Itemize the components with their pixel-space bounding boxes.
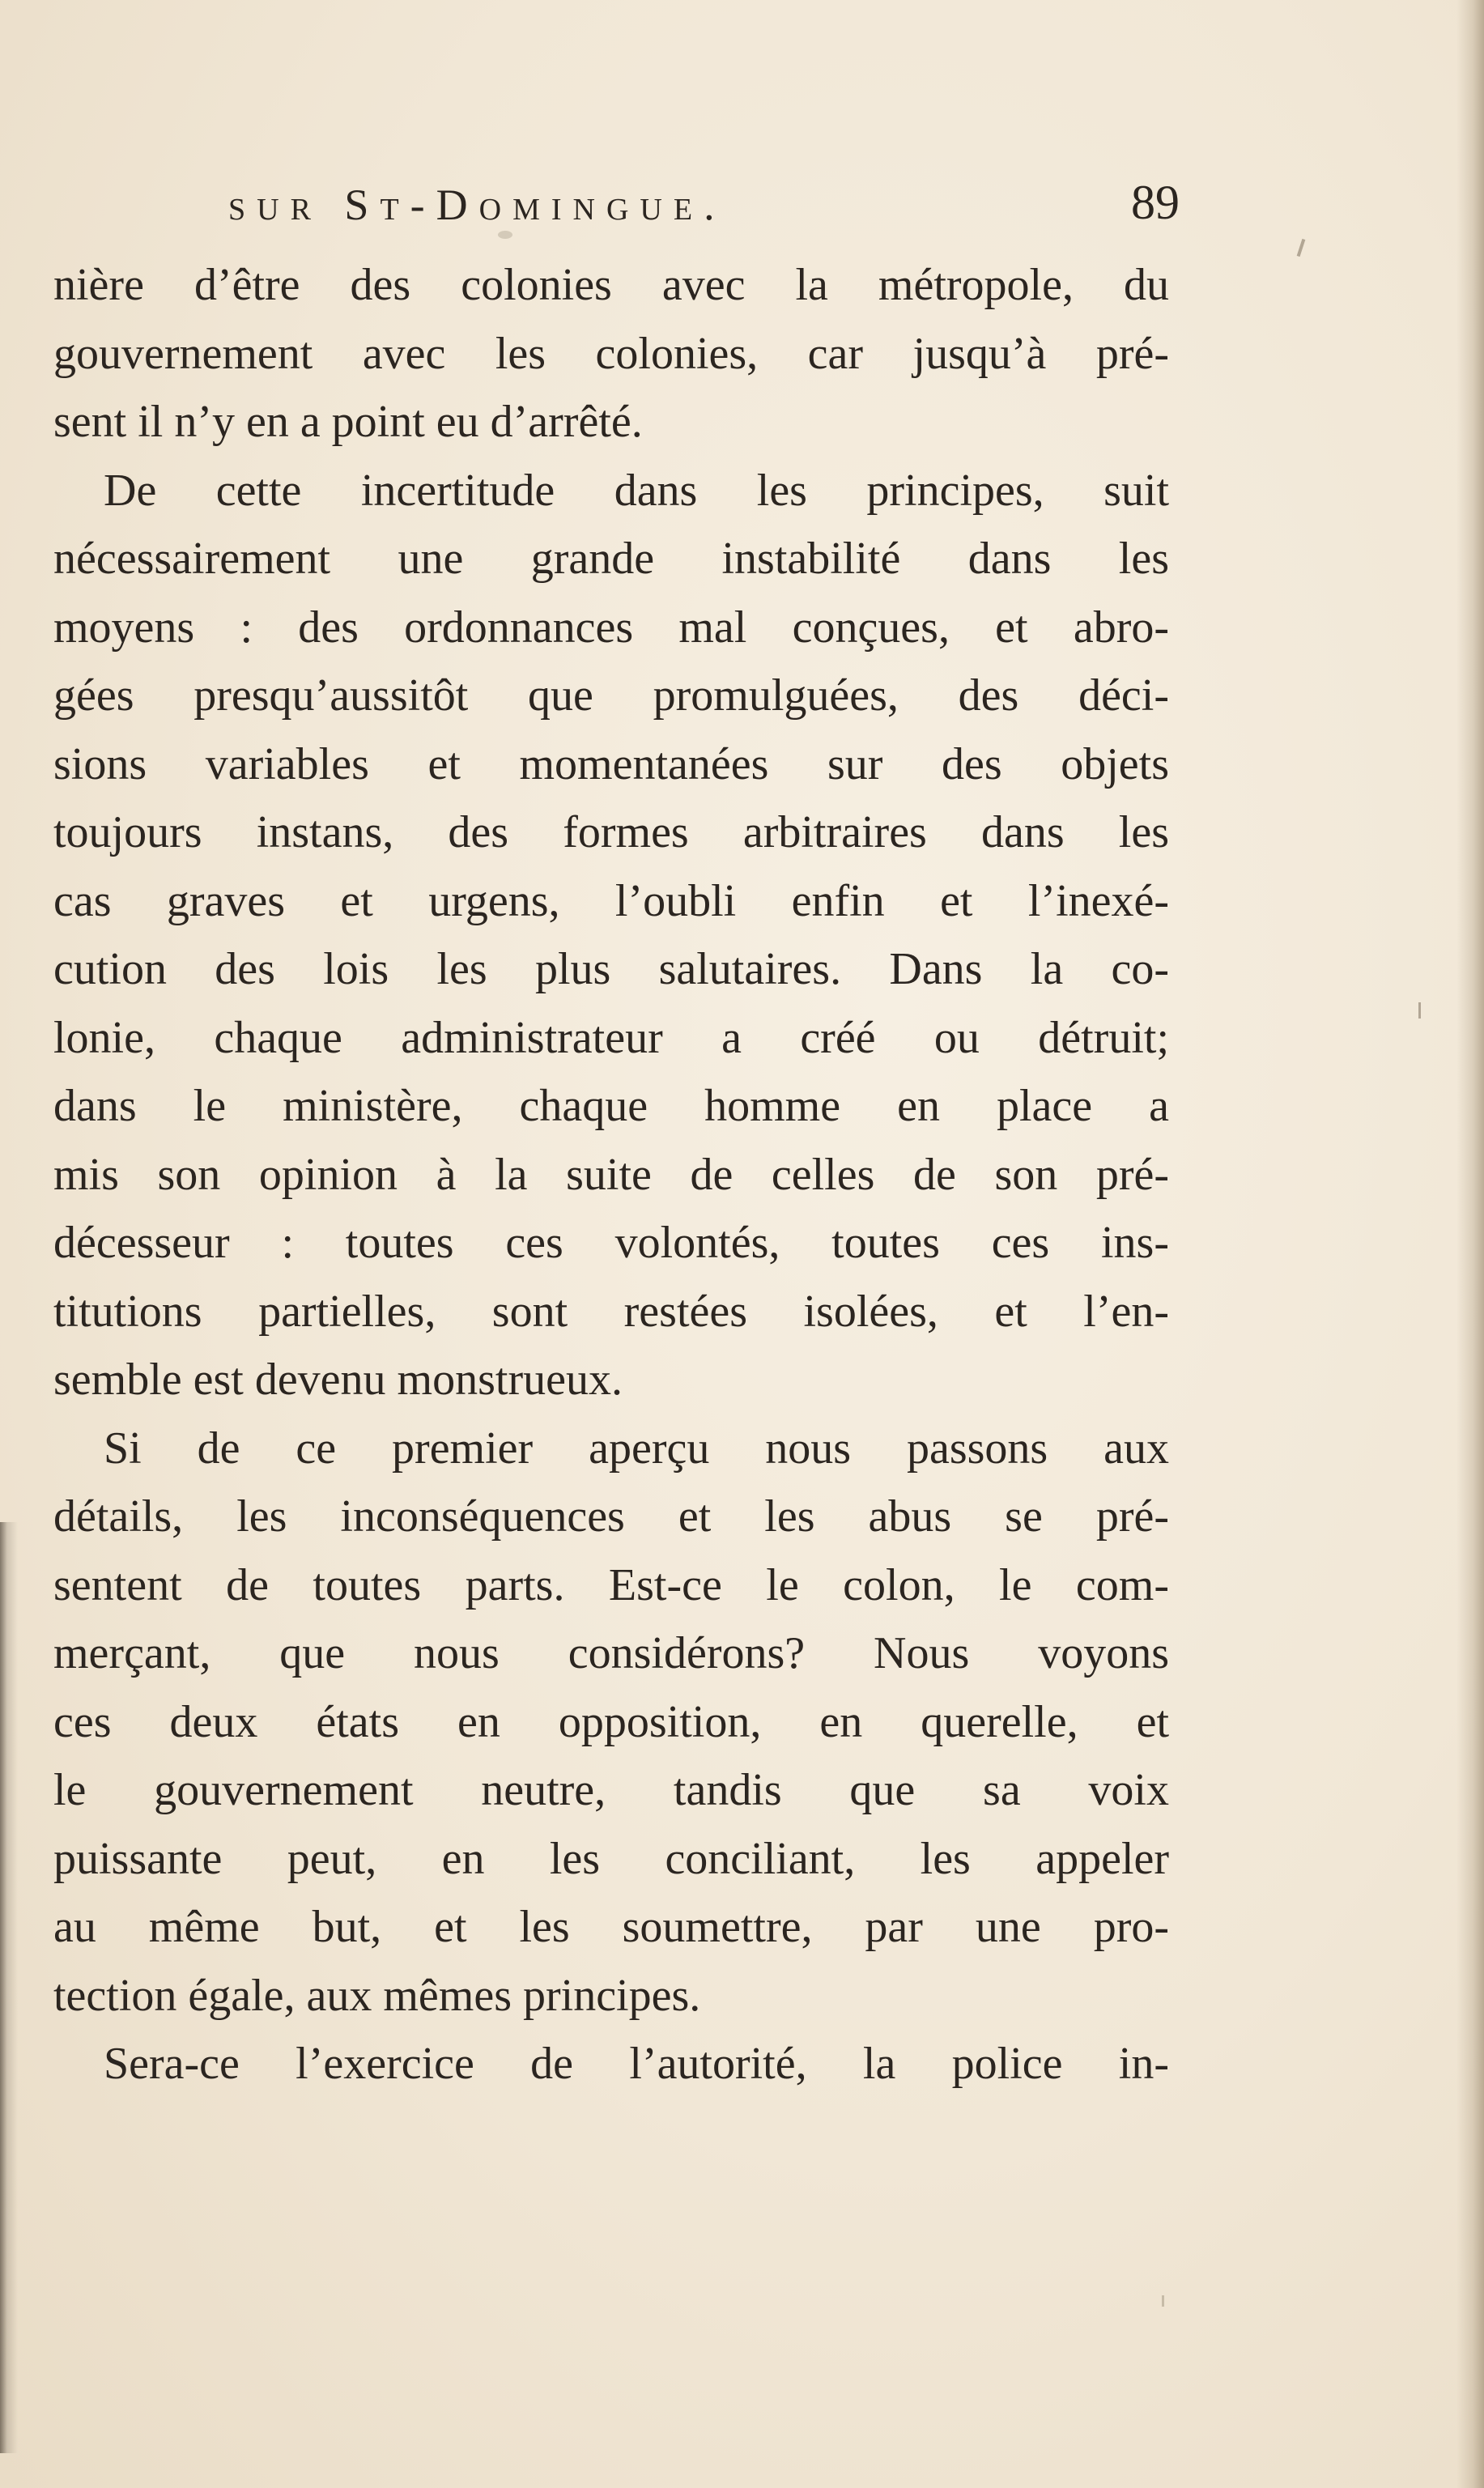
binding-shadow bbox=[0, 1522, 18, 2453]
text-line: titutions partielles, sont restées isolées, et l’en- bbox=[53, 1286, 1169, 1337]
text-line: lonie, chaque administrateur a créé ou détruit; bbox=[53, 1012, 1169, 1063]
text-line: au même but, et les soumettre, par une pro- bbox=[53, 1902, 1169, 1952]
text-line: sions variables et momentanées sur des objets bbox=[53, 738, 1169, 789]
page-number: 89 bbox=[1131, 176, 1180, 229]
paragraph-start-line: Si de ce premier aperçu nous passons aux bbox=[104, 1423, 1169, 1474]
text-line: toujours instans, des formes arbitraires dans les bbox=[53, 807, 1169, 857]
text-line: cution des lois les plus salutaires. Dans la co- bbox=[53, 944, 1169, 994]
paragraph-start-line: De cette incertitude dans les principes, suit bbox=[104, 465, 1169, 516]
text-line: décesseur : toutes ces volontés, toutes ces ins- bbox=[53, 1218, 1169, 1268]
text-line: le gouvernement neutre, tandis que sa voix bbox=[53, 1765, 1169, 1815]
text-line: tection égale, aux mêmes principes. bbox=[53, 1970, 701, 2021]
body-text bbox=[53, 251, 1169, 2099]
paper-speck bbox=[1297, 239, 1306, 257]
text-line: nécessairement une grande instabilité dans les bbox=[53, 534, 1169, 584]
paper-speck bbox=[498, 231, 512, 239]
text-line: sentent de toutes parts. Est-ce le colon, le com- bbox=[53, 1559, 1169, 1610]
text-line: puissante peut, en les conciliant, les appeler bbox=[53, 1833, 1169, 1884]
page-edge-shadow bbox=[1456, 0, 1484, 2488]
paper-speck bbox=[1162, 2295, 1164, 2307]
text-line: gouvernement avec les colonies, car jusqu’à pré- bbox=[53, 328, 1169, 379]
running-title: sur St-Domingue. bbox=[228, 181, 726, 229]
text-line: détails, les inconséquences et les abus se pré- bbox=[53, 1491, 1169, 1542]
text-line: mis son opinion à la suite de celles de son pré- bbox=[53, 1149, 1169, 1200]
text-line: moyens : des ordonnances mal conçues, et abro- bbox=[53, 602, 1169, 653]
running-header bbox=[228, 176, 1180, 236]
text-line: ces deux états en opposition, en querelle, et bbox=[53, 1696, 1169, 1747]
text-line: dans le ministère, chaque homme en place a bbox=[53, 1081, 1169, 1131]
paper-speck bbox=[1418, 1002, 1421, 1019]
text-line: cas graves et urgens, l’oubli enfin et l’inexé- bbox=[53, 875, 1169, 926]
text-line: merçant, que nous considérons? Nous voyons bbox=[53, 1628, 1169, 1678]
text-line: semble est devenu monstrueux. bbox=[53, 1355, 623, 1405]
paragraph-start-line: Sera-ce l’exercice de l’autorité, la police in- bbox=[104, 2039, 1169, 2089]
text-line: sent il n’y en a point eu d’arrêté. bbox=[53, 397, 643, 447]
text-line: gées presqu’aussitôt que promulguées, des déci- bbox=[53, 670, 1169, 721]
text-line: nière d’être des colonies avec la métropole, du bbox=[53, 260, 1169, 310]
